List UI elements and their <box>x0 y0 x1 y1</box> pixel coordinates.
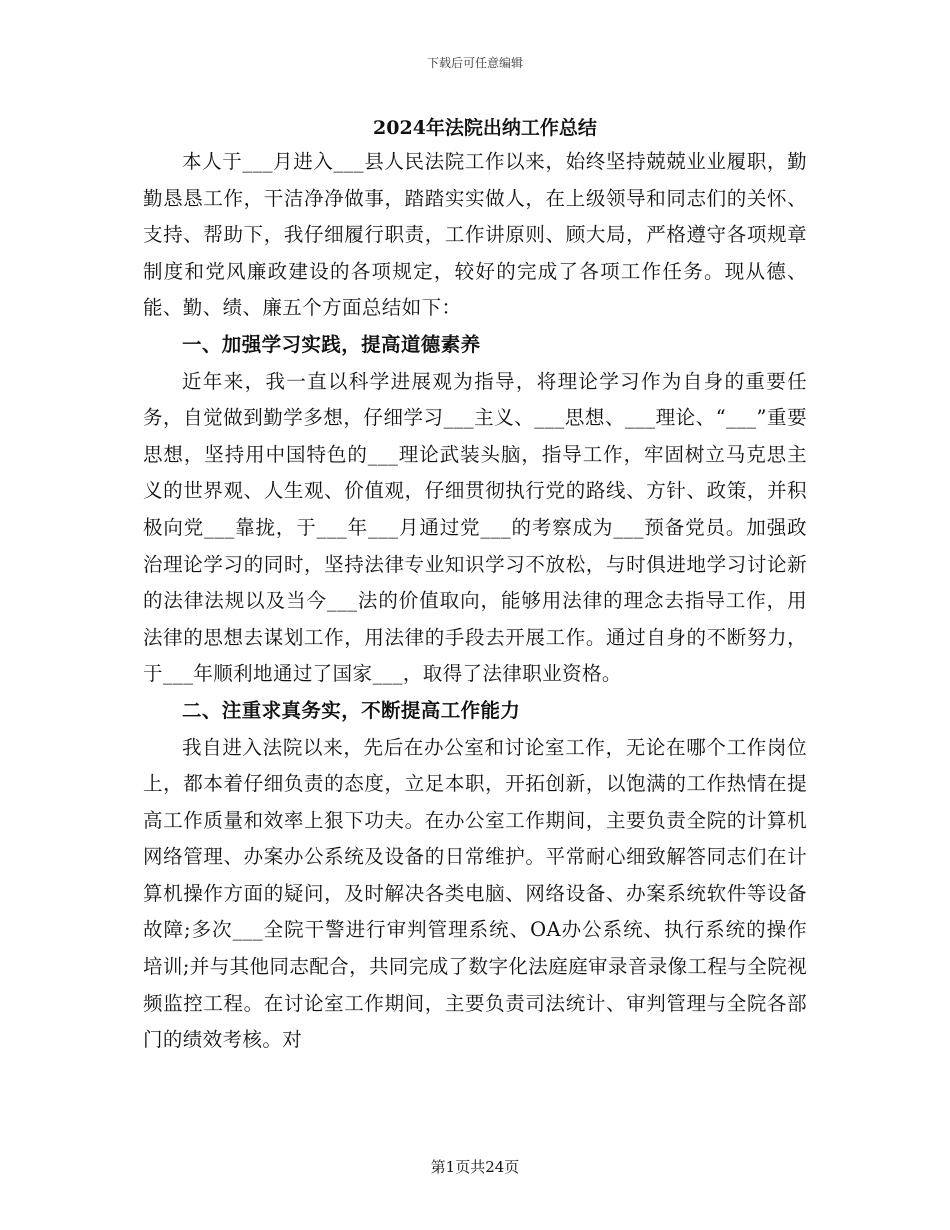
paragraph-section-1: 近年来，我一直以科学进展观为指导，将理论学习作为自身的重要任务，自觉做到勤学多想，仔细学习___主义、___思想、___理论、“___”重要思想，坚持用中国特色的___理论武装头脑，指导工作，牢固树立马克思主义的世界观、人生观、价值观，仔细贯彻执行党的路线、方针、政策，并积极向党___靠拢，于___年___月通过党___的考察成为___预备党员。加强政治理论学习的同时，坚持法律专业知识学习不放松，与时俱进地学习讨论新的法律法规以及当今___法的价值取向，能够用法律的理念去指导工作，用法律的思想去谋划工作，用法律的手段去开展工作。通过自身的不断努力，于___年顺利地通过了国家___，取得了法律职业资格。 <box>143 369 807 686</box>
paragraph-intro: 本人于___月进入___县人民法院工作以来，始终坚持兢兢业业履职，勤勤恳恳工作，干洁净净做事，踏踏实实做人，在上级领导和同志们的关怀、支持、帮助下，我仔细履行职责，工作讲原则、顾大局，严格遵守各项规章制度和党风廉政建设的各项规定，较好的完成了各项工作任务。现从德、能、勤、绩、廉五个方面总结如下： <box>143 150 807 320</box>
document-title: 2024年法院出纳工作总结 <box>373 117 597 139</box>
paragraph-section-2: 我自进入法院以来，先后在办公室和讨论室工作，无论在哪个工作岗位上，都本着仔细负责的态度，立足本职，开拓创新，以饱满的工作热情在提高工作质量和效率上狠下功夫。在办公室工作期间，主要负责全院的计算机网络管理、办案办公系统及设备的日常维护。平常耐心细致解答同志们在计算机操作方面的疑问，及时解决各类电脑、网络设备、办案系统软件等设备故障;多次___全院干警进行审判管理系统、OA办公系统、执行系统的操作培训;并与其他同志配合，共同完成了数字化法庭庭审录音录像工程与全院视频监控工程。在讨论室工作期间，主要负责司法统计、审判管理与全院各部门的绩效考核。对 <box>143 735 807 1052</box>
header-note: 下载后可任意编辑 <box>426 56 523 70</box>
document-body <box>143 112 807 1059</box>
section-heading-2: 二、注重求真务实，不断提高工作能力 <box>182 698 521 722</box>
page-number-footer: 第1页共24页 <box>430 1158 520 1176</box>
section-heading-1: 一、加强学习实践，提高道德素养 <box>182 332 481 356</box>
